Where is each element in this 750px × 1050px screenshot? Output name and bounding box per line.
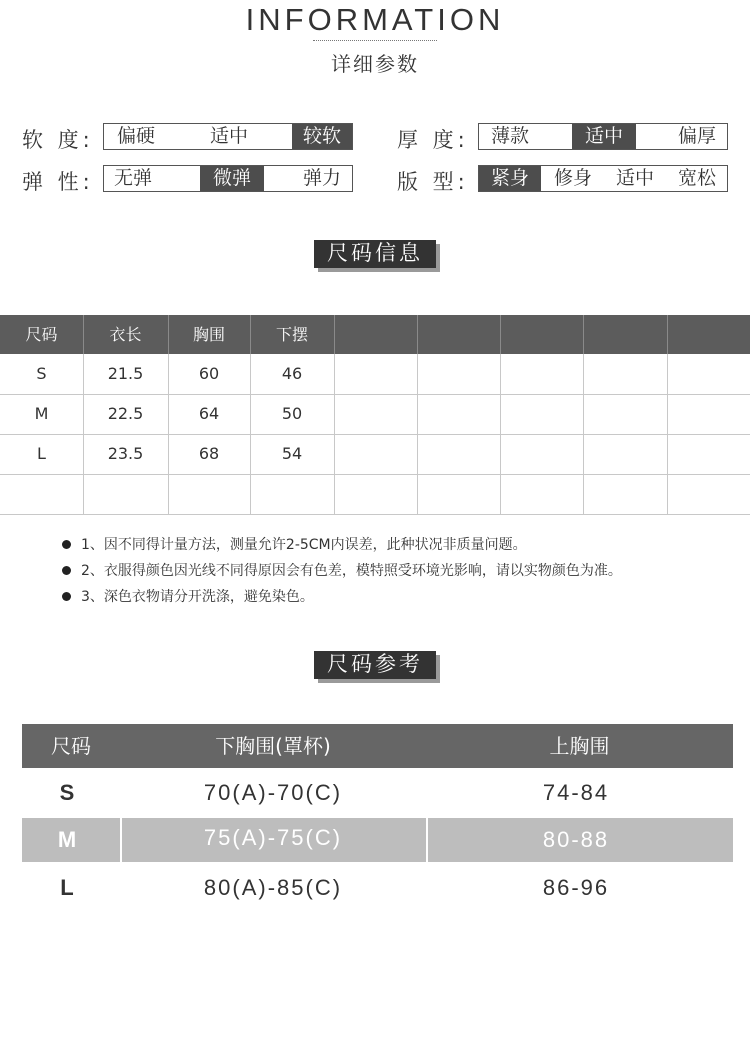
- note-text: 1、因不同得计量方法，测量允许2-5CM内误差，此种状况非质量问题。: [81, 537, 527, 553]
- info-subtitle: 详细参数: [331, 52, 419, 76]
- bullet-icon: [62, 540, 71, 549]
- elasticity-option-stretch: 弹力: [302, 167, 341, 189]
- fit-option-loose: 宽松: [677, 167, 716, 189]
- thickness-option-medium: 适中: [572, 124, 636, 149]
- header-divider: [334, 315, 335, 354]
- table-cell-size: L: [60, 875, 74, 900]
- size-reference-badge: 尺码参考: [314, 651, 436, 679]
- fit-option-regular: 适中: [615, 167, 654, 189]
- size-info-table: [0, 315, 750, 515]
- table-cell-size: L: [37, 444, 46, 463]
- softness-label: 软 度:: [22, 128, 94, 152]
- size-info-badge: 尺码信息: [314, 240, 436, 268]
- table-cell-size: M: [34, 404, 49, 423]
- elasticity-options: [103, 165, 353, 192]
- table-cell-underbust: 80(A)-85(C): [203, 875, 343, 900]
- softness-option-medium: 适中: [209, 125, 248, 147]
- note-item: [62, 534, 527, 556]
- header-divider: [168, 315, 169, 354]
- table-cell-hem: 50: [281, 404, 303, 423]
- table-cell-overbust: 80-88: [542, 827, 610, 852]
- fit-options: [478, 165, 728, 192]
- table-cell-hem: 46: [281, 364, 303, 383]
- elasticity-option-none: 无弹: [113, 167, 152, 189]
- note-item: [62, 560, 622, 582]
- table-cell-bust: 64: [198, 404, 220, 423]
- bullet-icon: [62, 566, 71, 575]
- header-divider: [417, 315, 418, 354]
- header-divider: [500, 315, 501, 354]
- table-cell-bust: 60: [198, 364, 220, 383]
- thickness-option-thick: 偏厚: [677, 125, 716, 147]
- size-info-header-row: [0, 315, 750, 354]
- note-text: 2、衣服得颜色因光线不同得原因会有色差，模特照受环境光影响，请以实物颜色为准。: [81, 563, 622, 579]
- softness-option-soft: 较软: [292, 124, 352, 149]
- header-divider: [667, 315, 668, 354]
- elasticity-option-slight: 微弹: [200, 166, 264, 191]
- note-text: 3、深色衣物请分开洗涤，避免染色。: [81, 589, 314, 605]
- thickness-label: 厚 度:: [397, 128, 469, 152]
- row-divider: [0, 514, 750, 515]
- softness-options: [103, 123, 353, 150]
- header-size: 尺码: [25, 325, 58, 344]
- header-bust: 胸围: [192, 325, 225, 344]
- table-cell-size: S: [59, 780, 75, 805]
- header-underbust: 下胸围(罩杯): [215, 734, 331, 758]
- table-cell-underbust: 75(A)-75(C): [203, 825, 343, 850]
- table-cell-size: S: [36, 364, 47, 383]
- info-title: INFORMATION: [245, 2, 505, 37]
- thickness-option-thin: 薄款: [490, 125, 529, 147]
- table-cell-length: 21.5: [107, 364, 144, 383]
- elasticity-label: 弹 性:: [22, 170, 94, 194]
- table-cell-bust: 68: [198, 444, 220, 463]
- table-cell-length: 22.5: [107, 404, 144, 423]
- table-cell-underbust: 70(A)-70(C): [203, 780, 343, 805]
- table-cell-hem: 54: [281, 444, 303, 463]
- table-cell-overbust: 86-96: [542, 875, 610, 900]
- note-item: [62, 586, 314, 608]
- thickness-options: [478, 123, 728, 150]
- fit-option-tight: 紧身: [479, 166, 541, 191]
- title-divider: [313, 40, 437, 41]
- header-length: 衣长: [109, 325, 142, 344]
- size-reference-header-row: [22, 724, 733, 768]
- table-cell-size: M: [57, 827, 77, 852]
- header-divider: [250, 315, 251, 354]
- header-divider: [83, 315, 84, 354]
- softness-option-hard: 偏硬: [116, 125, 155, 147]
- header-size: 尺码: [51, 734, 91, 758]
- header-hem: 下摆: [275, 325, 308, 344]
- header-overbust: 上胸围: [549, 734, 610, 758]
- size-reference-table: [22, 724, 733, 912]
- header-divider: [583, 315, 584, 354]
- fit-option-slim: 修身: [553, 167, 592, 189]
- row-divider: [0, 474, 750, 475]
- fit-label: 版 型:: [397, 170, 469, 194]
- table-cell-overbust: 74-84: [542, 780, 610, 805]
- bullet-icon: [62, 592, 71, 601]
- table-cell-length: 23.5: [107, 444, 144, 463]
